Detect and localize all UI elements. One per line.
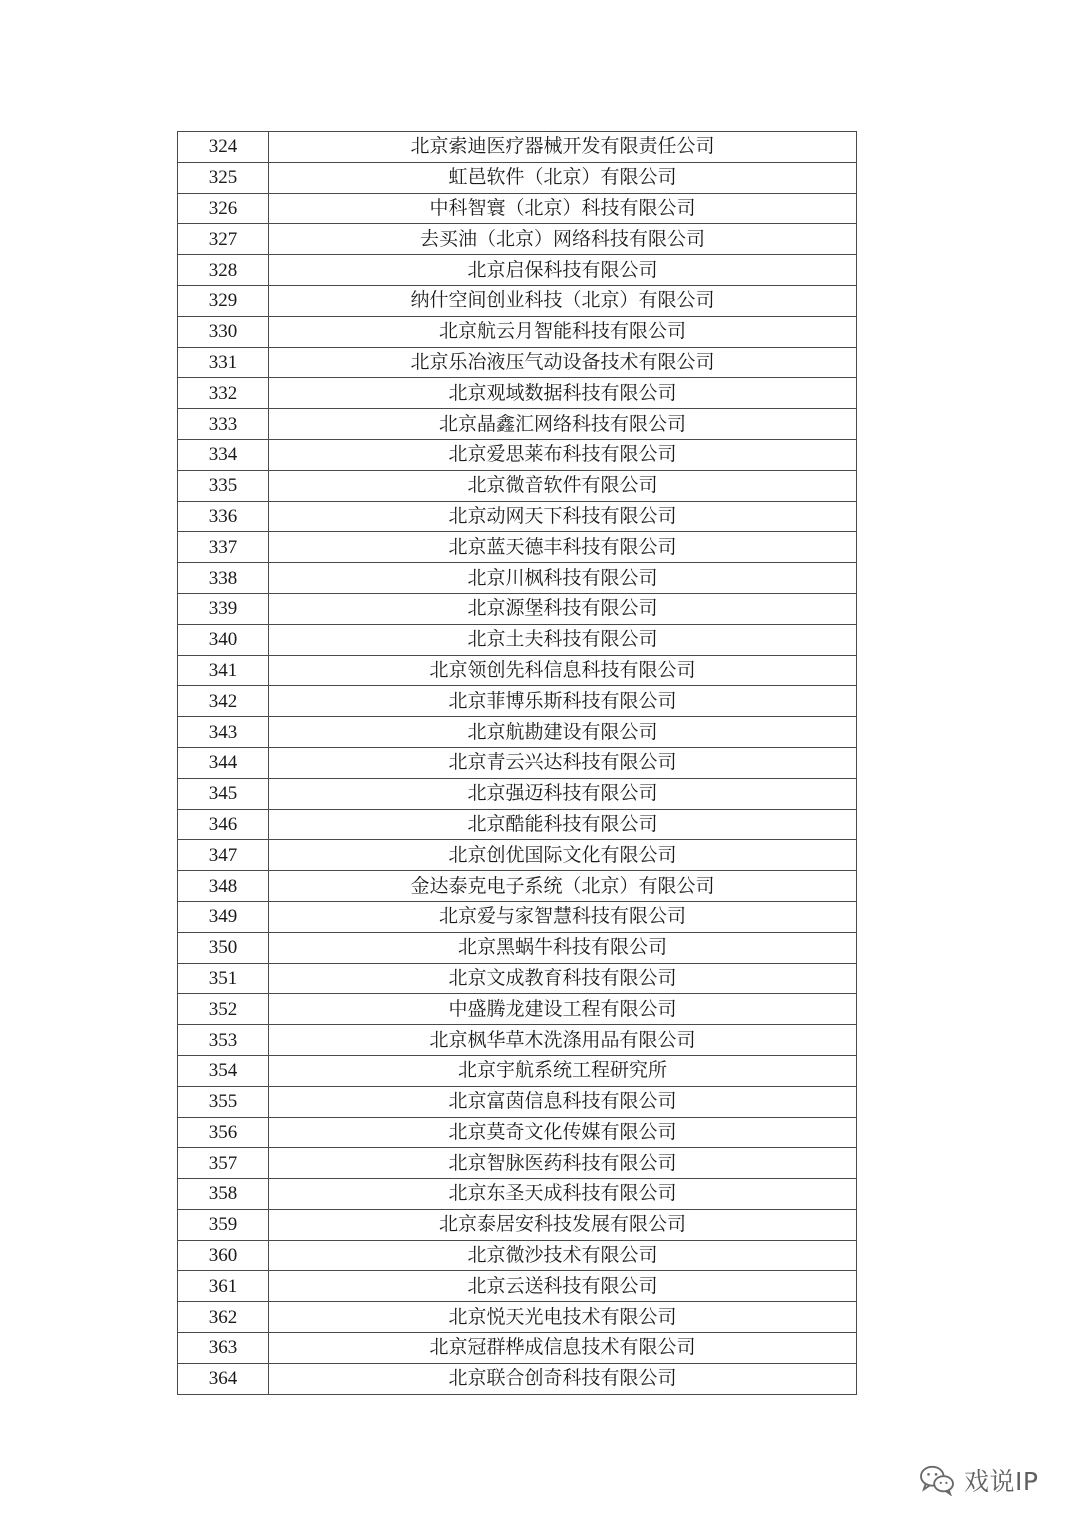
row-number: 343 (178, 717, 269, 748)
table-row (178, 1086, 857, 1117)
watermark (918, 1462, 1038, 1498)
row-number: 346 (178, 809, 269, 840)
row-number: 362 (178, 1302, 269, 1333)
table-row (178, 563, 857, 594)
row-number: 331 (178, 347, 269, 378)
table-row (178, 347, 857, 378)
row-number: 349 (178, 901, 269, 932)
row-number: 363 (178, 1333, 269, 1364)
table-row (178, 593, 857, 624)
company-name: 北京强迈科技有限公司 (269, 778, 857, 809)
row-number: 359 (178, 1209, 269, 1240)
row-number: 324 (178, 132, 269, 163)
company-name: 北京观域数据科技有限公司 (269, 378, 857, 409)
company-name: 北京领创先科信息科技有限公司 (269, 655, 857, 686)
table-row (178, 840, 857, 871)
table-row (178, 532, 857, 563)
table-row (178, 778, 857, 809)
company-name: 北京酷能科技有限公司 (269, 809, 857, 840)
row-number: 337 (178, 532, 269, 563)
table-row (178, 1025, 857, 1056)
company-name: 北京黑蜗牛科技有限公司 (269, 932, 857, 963)
table-row (178, 1333, 857, 1364)
table-row (178, 409, 857, 440)
row-number: 350 (178, 932, 269, 963)
table-row (178, 963, 857, 994)
company-name: 北京文成教育科技有限公司 (269, 963, 857, 994)
row-number: 357 (178, 1148, 269, 1179)
row-number: 341 (178, 655, 269, 686)
table-row (178, 932, 857, 963)
row-number: 329 (178, 285, 269, 316)
row-number: 342 (178, 686, 269, 717)
row-number: 355 (178, 1086, 269, 1117)
row-number: 348 (178, 871, 269, 902)
table-row (178, 809, 857, 840)
table-row (178, 470, 857, 501)
row-number: 351 (178, 963, 269, 994)
row-number: 334 (178, 439, 269, 470)
company-name: 北京动网天下科技有限公司 (269, 501, 857, 532)
company-name: 北京枫华草木洗涤用品有限公司 (269, 1025, 857, 1056)
company-name: 北京创优国际文化有限公司 (269, 840, 857, 871)
company-name: 北京航勘建设有限公司 (269, 717, 857, 748)
row-number: 339 (178, 593, 269, 624)
table-row (178, 1271, 857, 1302)
company-name: 北京启保科技有限公司 (269, 255, 857, 286)
table-row (178, 439, 857, 470)
row-number: 358 (178, 1179, 269, 1210)
company-list-sheet (177, 131, 857, 1395)
company-name: 北京微音软件有限公司 (269, 470, 857, 501)
row-number: 326 (178, 193, 269, 224)
row-number: 360 (178, 1240, 269, 1271)
company-name: 北京泰居安科技发展有限公司 (269, 1209, 857, 1240)
company-name: 去买油（北京）网络科技有限公司 (269, 224, 857, 255)
company-name: 北京东圣天成科技有限公司 (269, 1179, 857, 1210)
company-name: 北京联合创奇科技有限公司 (269, 1363, 857, 1394)
table-row (178, 994, 857, 1025)
wechat-icon (918, 1464, 956, 1496)
table-row (178, 871, 857, 902)
table-row (178, 1179, 857, 1210)
row-number: 353 (178, 1025, 269, 1056)
table-row (178, 901, 857, 932)
table-row (178, 132, 857, 163)
company-name: 北京爱与家智慧科技有限公司 (269, 901, 857, 932)
company-name: 虹邑软件（北京）有限公司 (269, 162, 857, 193)
table-row (178, 1363, 857, 1394)
company-name: 中科智寰（北京）科技有限公司 (269, 193, 857, 224)
company-table-body (178, 132, 857, 1395)
company-name: 北京微沙技术有限公司 (269, 1240, 857, 1271)
row-number: 352 (178, 994, 269, 1025)
company-name: 北京索迪医疗器械开发有限责任公司 (269, 132, 857, 163)
table-row (178, 501, 857, 532)
company-name: 纳什空间创业科技（北京）有限公司 (269, 285, 857, 316)
company-name: 北京宇航系统工程研究所 (269, 1055, 857, 1086)
row-number: 335 (178, 470, 269, 501)
table-row (178, 378, 857, 409)
row-number: 333 (178, 409, 269, 440)
row-number: 354 (178, 1055, 269, 1086)
table-row (178, 1148, 857, 1179)
company-name: 金达泰克电子系统（北京）有限公司 (269, 871, 857, 902)
row-number: 344 (178, 747, 269, 778)
row-number: 338 (178, 563, 269, 594)
company-name: 北京智脉医药科技有限公司 (269, 1148, 857, 1179)
table-row (178, 624, 857, 655)
table-row (178, 655, 857, 686)
table-row (178, 1117, 857, 1148)
watermark-text: 戏说IP (964, 1467, 1039, 1496)
row-number: 364 (178, 1363, 269, 1394)
table-row (178, 1240, 857, 1271)
company-name: 北京蓝天德丰科技有限公司 (269, 532, 857, 563)
company-name: 北京悦天光电技术有限公司 (269, 1302, 857, 1333)
table-row (178, 717, 857, 748)
table-row (178, 255, 857, 286)
table-row (178, 686, 857, 717)
row-number: 347 (178, 840, 269, 871)
row-number: 325 (178, 162, 269, 193)
company-name: 北京航云月智能科技有限公司 (269, 316, 857, 347)
company-name: 北京青云兴达科技有限公司 (269, 747, 857, 778)
table-row (178, 224, 857, 255)
row-number: 328 (178, 255, 269, 286)
row-number: 340 (178, 624, 269, 655)
company-name: 中盛腾龙建设工程有限公司 (269, 994, 857, 1025)
row-number: 332 (178, 378, 269, 409)
company-name: 北京土夫科技有限公司 (269, 624, 857, 655)
table-row (178, 1055, 857, 1086)
company-name: 北京乐冶液压气动设备技术有限公司 (269, 347, 857, 378)
company-name: 北京川枫科技有限公司 (269, 563, 857, 594)
company-name: 北京莫奇文化传媒有限公司 (269, 1117, 857, 1148)
table-row (178, 162, 857, 193)
company-name: 北京云送科技有限公司 (269, 1271, 857, 1302)
table-row (178, 285, 857, 316)
row-number: 356 (178, 1117, 269, 1148)
company-name: 北京源堡科技有限公司 (269, 593, 857, 624)
table-row (178, 193, 857, 224)
row-number: 327 (178, 224, 269, 255)
table-row (178, 747, 857, 778)
table-row (178, 1209, 857, 1240)
row-number: 330 (178, 316, 269, 347)
company-name: 北京爱思莱布科技有限公司 (269, 439, 857, 470)
company-table (177, 131, 857, 1395)
company-name: 北京晶鑫汇网络科技有限公司 (269, 409, 857, 440)
table-row (178, 1302, 857, 1333)
company-name: 北京菲博乐斯科技有限公司 (269, 686, 857, 717)
row-number: 361 (178, 1271, 269, 1302)
company-name: 北京富茵信息科技有限公司 (269, 1086, 857, 1117)
row-number: 345 (178, 778, 269, 809)
table-row (178, 316, 857, 347)
row-number: 336 (178, 501, 269, 532)
company-name: 北京冠群桦成信息技术有限公司 (269, 1333, 857, 1364)
